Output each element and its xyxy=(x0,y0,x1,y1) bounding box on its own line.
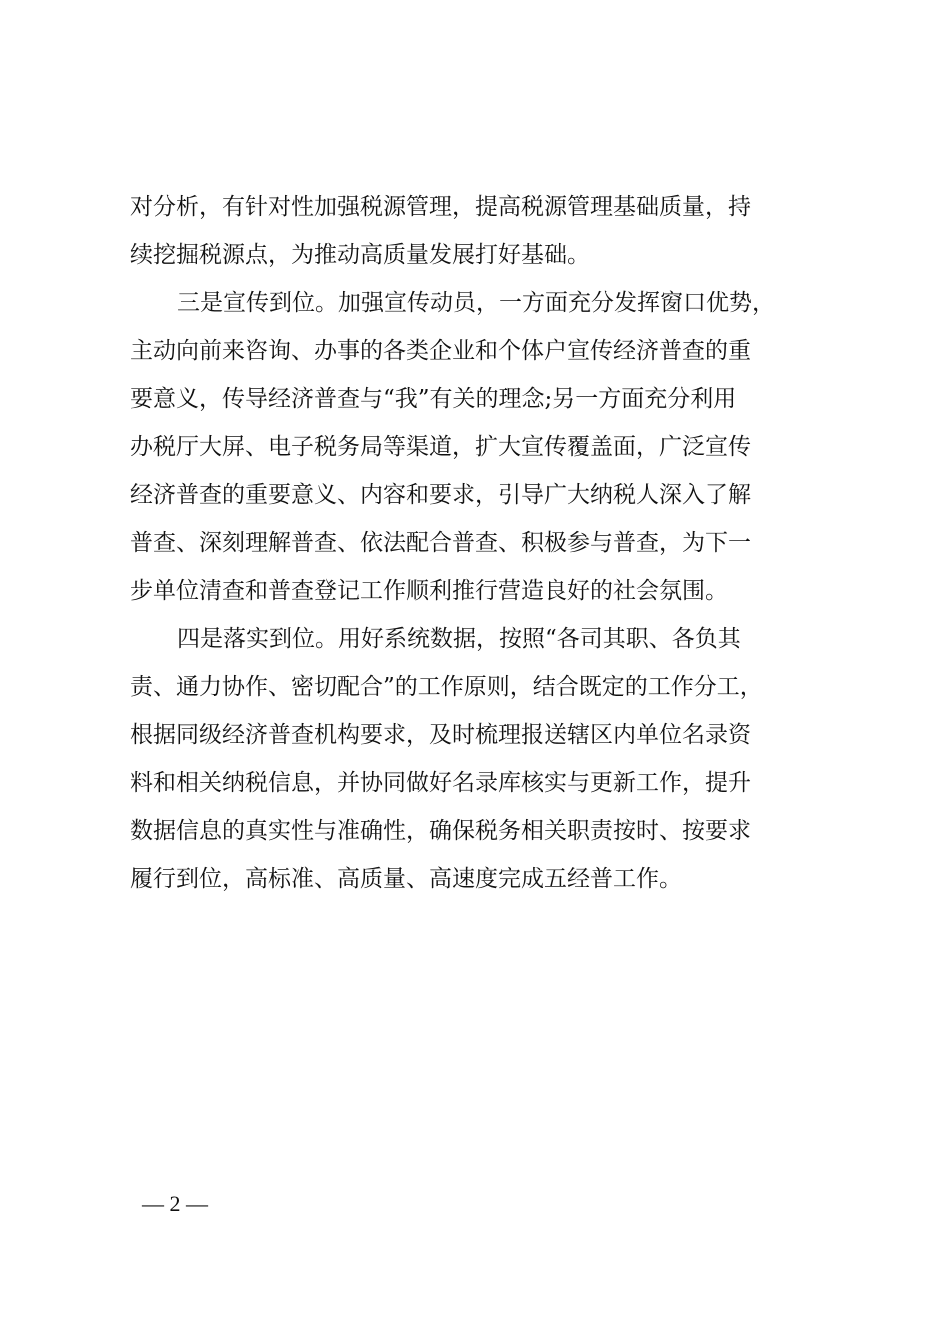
text-line: 料和相关纳税信息，并协同做好名录库核实与更新工作，提升 xyxy=(130,770,751,796)
text-line: 主动向前来咨询、办事的各类企业和个体户宣传经济普查的重 xyxy=(130,338,751,364)
text-line: 数据信息的真实性与准确性，确保税务相关职责按时、按要求 xyxy=(130,818,751,844)
text-line: 步单位清查和普查登记工作顺利推行营造良好的社会氛围。 xyxy=(130,578,728,604)
paragraph-heading-line: 四是落实到位。用好系统数据，按照“各司其职、各负其 xyxy=(177,626,741,652)
text-line: 续挖掘税源点，为推动高质量发展打好基础。 xyxy=(130,242,590,268)
text-line: 经济普查的重要意义、内容和要求，引导广大纳税人深入了解 xyxy=(130,482,751,508)
text-line: 办税厅大屏、电子税务局等渠道，扩大宣传覆盖面，广泛宣传 xyxy=(130,434,751,460)
text-line: 根据同级经济普查机构要求，及时梳理报送辖区内单位名录资 xyxy=(130,722,751,748)
text-line: 要意义，传导经济普查与“我”有关的理念;另一方面充分利用 xyxy=(130,386,737,412)
page-number: — 2 — xyxy=(142,1191,208,1216)
text-line: 责、通力协作、密切配合”的工作原则，结合既定的工作分工， xyxy=(130,674,763,700)
text-line: 普查、深刻理解普查、依法配合普查、积极参与普查，为下一 xyxy=(130,530,751,556)
text-line: 履行到位，高标准、高质量、高速度完成五经普工作。 xyxy=(130,866,682,892)
paragraph-heading-line: 三是宣传到位。加强宣传动员，一方面充分发挥窗口优势， xyxy=(177,290,775,316)
text-line: 对分析，有针对性加强税源管理，提高税源管理基础质量，持 xyxy=(130,194,751,220)
